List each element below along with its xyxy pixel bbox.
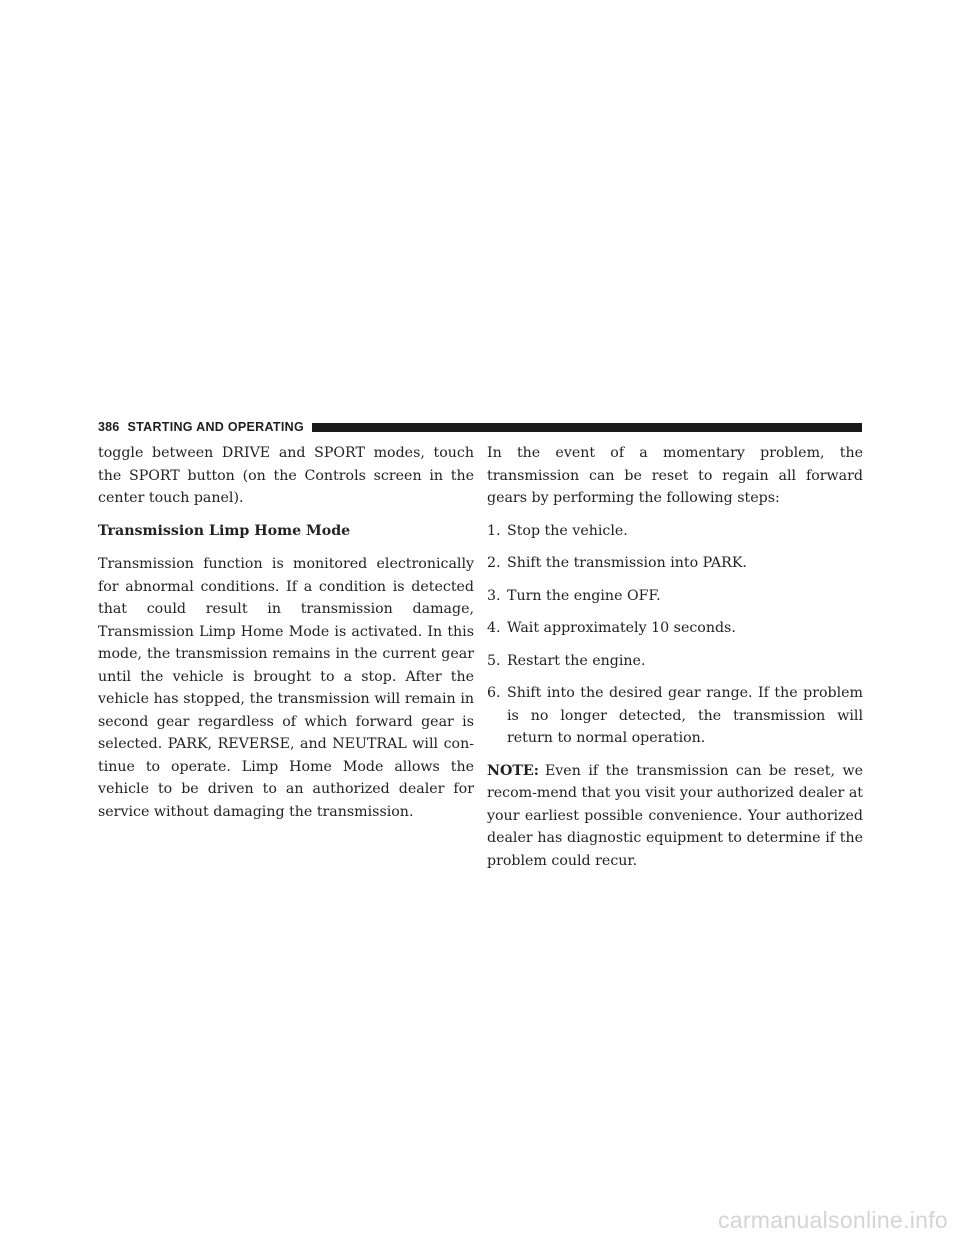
note-label: NOTE: [487,762,539,779]
step-text: Shift into the desired gear range. If the problem is no longer detected, the transmission will return to normal operation. [507,685,863,746]
left-column [98,442,474,833]
intro-paragraph: toggle between DRIVE and SPORT modes, touch the SPORT button (on the Controls screen in the center touch panel). [98,445,474,506]
step-item [487,682,863,750]
section-subheading: Transmission Limp Home Mode [98,522,351,539]
step-number: 4. [487,620,501,636]
reset-intro-paragraph: In the event of a momentary problem, the transmission can be reset to regain all forward gears by performing the following steps: [487,445,863,506]
right-column [487,442,863,882]
step-number: 3. [487,587,501,604]
page-number: 386 [98,419,120,434]
step-text: Turn the engine OFF. [507,587,661,604]
step-number: 1. [487,522,501,539]
step-number: 6. [487,685,501,701]
page-header [98,418,862,435]
watermark: carmanualsonline.info [717,1207,948,1233]
step-text: Shift the transmission into PARK. [507,555,747,571]
header-rule [312,423,862,432]
note-text: Even if the transmission can be reset, we recom-mend that you visit your authorized dealer at your earliest possible convenience. Your authorized dealer has diagnostic equipment to determine if the problem could recur. [487,762,863,869]
note-paragraph [487,760,863,873]
step-text: Stop the vehicle. [507,522,628,539]
step-number: 5. [487,652,501,669]
step-text: Restart the engine. [507,652,646,669]
step-item [487,617,863,640]
section-title: STARTING AND OPERATING [127,419,304,434]
step-number: 2. [487,555,501,571]
step-item [487,650,863,673]
limp-home-paragraph: Transmission function is monitored electronically for abnormal conditions. If a condition is detected that could result in transmission damage, Transmission Limp Home Mode is activated. In this mode, the transmission remains in the current gear until the vehicle is brought to a stop. After the vehicle has stopped, the transmission will remain in second gear regardless of which forward gear is selected. PARK, REVERSE, and NEUTRAL will con-tinue to operate. Limp Home Mode allows the vehicle to be driven to an authorized dealer for service without damaging the transmission. [98,556,474,820]
step-item [487,520,863,543]
step-text: Wait approximately 10 seconds. [507,620,736,636]
step-item [487,585,863,608]
step-item [487,552,863,575]
